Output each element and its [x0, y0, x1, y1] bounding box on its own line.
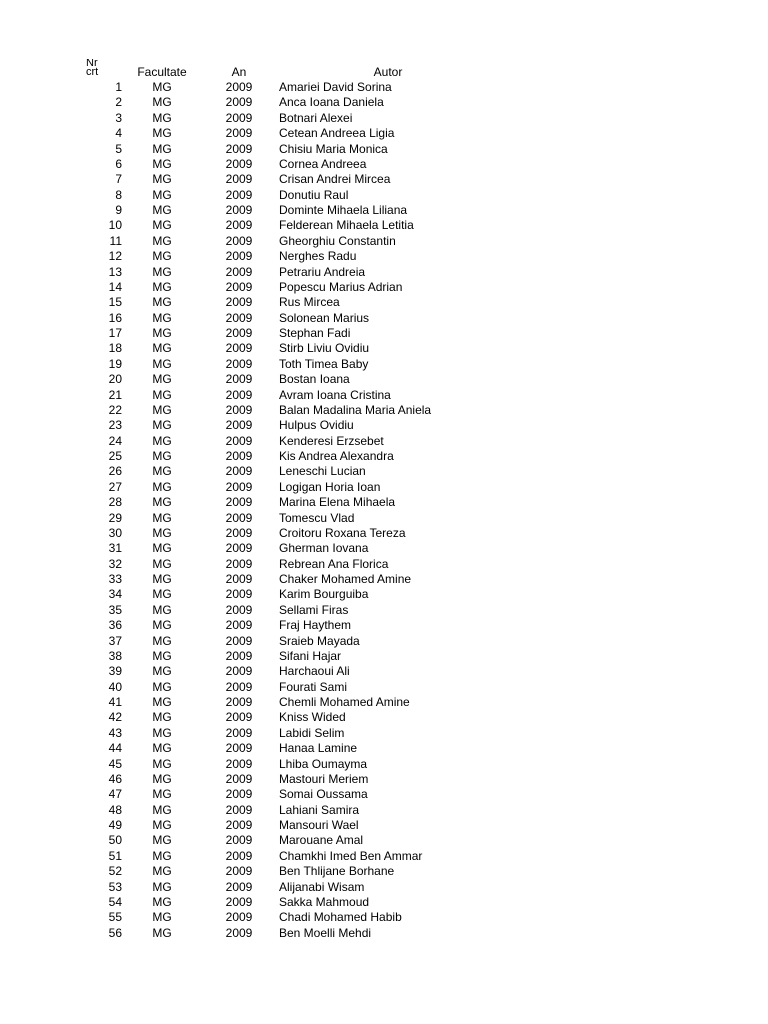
table-row	[0, 157, 768, 172]
row-autor: Stirb Liviu Ovidiu	[279, 341, 370, 356]
row-facultate: MG	[152, 156, 172, 171]
row-an: 2009	[225, 648, 253, 663]
row-nr: 25	[108, 449, 122, 463]
row-nr: 13	[108, 264, 122, 279]
row-facultate: MG	[152, 787, 172, 802]
row-nr: 33	[108, 572, 122, 586]
row-autor: Sakka Mahmoud	[279, 894, 370, 909]
row-autor: Marina Elena Mihaela	[279, 495, 396, 510]
row-nr: 35	[108, 602, 122, 617]
header-autor: Autor	[373, 65, 403, 79]
row-an: 2009	[225, 326, 253, 340]
row-facultate: MG	[152, 126, 172, 141]
row-facultate: MG	[152, 910, 172, 925]
row-autor: Logigan Horia Ioan	[279, 479, 381, 494]
row-facultate: MG	[152, 233, 172, 248]
row-nr: 19	[108, 356, 122, 371]
row-facultate: MG	[152, 110, 172, 125]
table-row	[0, 126, 768, 141]
table-row	[0, 434, 768, 449]
row-nr: 11	[109, 233, 122, 248]
row-autor: Kniss Wided	[279, 710, 346, 725]
row-autor: Gheorghiu Constantin	[279, 233, 396, 248]
row-nr: 29	[108, 510, 122, 525]
table-row	[0, 326, 768, 341]
row-an: 2009	[225, 587, 253, 602]
table-row	[0, 726, 768, 741]
row-facultate: MG	[152, 356, 172, 371]
row-autor: Hulpus Ovidiu	[279, 418, 354, 433]
table-row	[0, 618, 768, 633]
row-an: 2009	[225, 864, 253, 879]
row-facultate: MG	[152, 479, 172, 494]
row-nr: 20	[108, 372, 122, 387]
row-nr: 26	[108, 464, 122, 479]
row-facultate: MG	[152, 741, 172, 756]
row-autor: Rebrean Ana Florica	[279, 556, 389, 571]
row-an: 2009	[225, 80, 253, 94]
row-an: 2009	[225, 910, 253, 925]
table-row	[0, 803, 768, 818]
row-autor: Harchaoui Ali	[279, 664, 350, 679]
row-facultate: MG	[152, 387, 172, 402]
row-facultate: MG	[152, 648, 172, 663]
row-facultate: MG	[152, 756, 172, 771]
row-an: 2009	[225, 418, 253, 433]
row-an: 2009	[225, 741, 253, 756]
row-autor: Anca Ioana Daniela	[279, 95, 384, 110]
row-facultate: MG	[152, 279, 172, 294]
table-row	[0, 757, 768, 772]
row-an: 2009	[225, 602, 253, 617]
row-an: 2009	[225, 126, 253, 141]
row-facultate: MG	[152, 449, 172, 463]
row-an: 2009	[225, 695, 253, 709]
row-nr: 49	[108, 818, 122, 832]
row-autor: Donutiu Raul	[279, 187, 349, 202]
row-autor: Lahiani Samira	[279, 802, 360, 817]
table-row	[0, 372, 768, 387]
row-autor: Chaker Mohamed Amine	[279, 572, 412, 586]
row-nr: 22	[108, 402, 122, 417]
row-an: 2009	[225, 110, 253, 125]
row-nr: 31	[108, 541, 122, 556]
row-an: 2009	[225, 787, 253, 802]
row-an: 2009	[225, 541, 253, 556]
row-an: 2009	[225, 833, 253, 848]
row-an: 2009	[225, 879, 253, 894]
row-facultate: MG	[152, 618, 172, 633]
table-row	[0, 864, 768, 879]
row-nr: 28	[108, 495, 122, 510]
table-row	[0, 926, 768, 941]
row-nr: 40	[108, 679, 122, 694]
row-autor: Sraieb Mayada	[279, 633, 360, 648]
row-nr: 1	[115, 80, 122, 94]
table-row	[0, 480, 768, 495]
row-an: 2009	[225, 771, 253, 786]
row-facultate: MG	[152, 633, 172, 648]
row-facultate: MG	[152, 372, 172, 387]
row-nr: 23	[108, 418, 122, 433]
row-autor: Croitoru Roxana Tereza	[279, 525, 406, 540]
row-facultate: MG	[152, 925, 172, 940]
row-nr: 41	[108, 695, 122, 709]
row-an: 2009	[225, 664, 253, 679]
row-nr: 48	[108, 802, 122, 817]
row-an: 2009	[225, 894, 253, 909]
row-facultate: MG	[152, 495, 172, 510]
row-facultate: MG	[152, 679, 172, 694]
row-facultate: MG	[152, 848, 172, 863]
table-row	[0, 295, 768, 310]
table-row	[0, 695, 768, 710]
row-autor: Balan Madalina Maria Aniela	[279, 402, 432, 417]
row-facultate: MG	[152, 218, 172, 233]
table-row	[0, 142, 768, 157]
row-autor: Petrariu Andreia	[279, 264, 366, 279]
row-autor: Fraj Haythem	[279, 618, 352, 633]
row-facultate: MG	[152, 725, 172, 740]
table-row	[0, 464, 768, 479]
row-nr: 56	[108, 925, 122, 940]
row-facultate: MG	[152, 525, 172, 540]
row-an: 2009	[225, 156, 253, 171]
table-row	[0, 511, 768, 526]
row-facultate: MG	[152, 295, 172, 310]
row-nr: 18	[108, 341, 122, 356]
row-facultate: MG	[152, 95, 172, 110]
row-an: 2009	[225, 510, 253, 525]
table-row	[0, 172, 768, 187]
row-autor: Bostan Ioana	[279, 372, 350, 387]
table-row	[0, 111, 768, 126]
row-facultate: MG	[152, 464, 172, 479]
row-facultate: MG	[152, 771, 172, 786]
row-an: 2009	[225, 172, 253, 187]
row-autor: Toth Timea Baby	[279, 356, 369, 371]
row-an: 2009	[225, 710, 253, 725]
row-facultate: MG	[152, 541, 172, 556]
row-an: 2009	[225, 464, 253, 479]
row-facultate: MG	[152, 602, 172, 617]
row-an: 2009	[225, 818, 253, 832]
table-row	[0, 249, 768, 264]
row-facultate: MG	[152, 710, 172, 725]
table-row	[0, 95, 768, 110]
row-facultate: MG	[152, 326, 172, 340]
row-autor: Dominte Mihaela Liliana	[279, 203, 408, 217]
row-nr: 52	[108, 864, 122, 879]
row-nr: 38	[108, 648, 122, 663]
row-facultate: MG	[152, 187, 172, 202]
row-autor: Crisan Andrei Mircea	[279, 172, 391, 187]
table-row	[0, 772, 768, 787]
row-facultate: MG	[152, 141, 172, 156]
table-row	[0, 449, 768, 464]
row-autor: Gherman Iovana	[279, 541, 369, 556]
table-row	[0, 218, 768, 233]
table-row	[0, 895, 768, 910]
row-nr: 7	[115, 172, 122, 187]
table-row	[0, 680, 768, 695]
row-nr: 9	[115, 203, 122, 217]
row-nr: 30	[108, 525, 122, 540]
row-an: 2009	[225, 495, 253, 510]
row-facultate: MG	[152, 433, 172, 448]
row-an: 2009	[225, 356, 253, 371]
row-facultate: MG	[152, 249, 172, 264]
row-nr: 4	[115, 126, 122, 141]
table-row	[0, 265, 768, 280]
table-row	[0, 587, 768, 602]
row-facultate: MG	[152, 510, 172, 525]
row-autor: Chamkhi Imed Ben Ammar	[279, 848, 423, 863]
table-row	[0, 188, 768, 203]
row-autor: Marouane Amal	[279, 833, 364, 848]
table-row	[0, 910, 768, 925]
row-autor: Avram Ioana Cristina	[279, 387, 391, 402]
row-facultate: MG	[152, 402, 172, 417]
table-row	[0, 403, 768, 418]
row-an: 2009	[225, 264, 253, 279]
row-autor: Tomescu Vlad	[279, 510, 355, 525]
row-nr: 15	[108, 295, 122, 310]
row-facultate: MG	[152, 80, 172, 94]
row-facultate: MG	[152, 833, 172, 848]
table-body	[0, 80, 768, 941]
row-nr: 53	[108, 879, 122, 894]
row-nr: 21	[108, 387, 122, 402]
row-autor: Labidi Selim	[279, 725, 345, 740]
row-an: 2009	[225, 249, 253, 264]
table-row	[0, 634, 768, 649]
row-facultate: MG	[152, 341, 172, 356]
row-nr: 27	[108, 479, 122, 494]
row-an: 2009	[225, 479, 253, 494]
row-an: 2009	[225, 449, 253, 463]
row-an: 2009	[225, 618, 253, 633]
table-row	[0, 710, 768, 725]
row-an: 2009	[225, 372, 253, 387]
row-autor: Sifani Hajar	[279, 648, 342, 663]
row-autor: Ben Moelli Mehdi	[279, 925, 372, 940]
table-row	[0, 341, 768, 356]
row-facultate: MG	[152, 572, 172, 586]
table-row	[0, 557, 768, 572]
row-nr: 2	[115, 95, 122, 110]
row-an: 2009	[225, 295, 253, 310]
row-autor: Nerghes Radu	[279, 249, 357, 264]
row-nr: 36	[108, 618, 122, 633]
row-autor: Lhiba Oumayma	[279, 756, 368, 771]
header-nr-crt: Nr crt	[86, 59, 99, 78]
row-autor: Solonean Marius	[279, 310, 370, 325]
row-autor: Rus Mircea	[279, 295, 340, 310]
row-an: 2009	[225, 433, 253, 448]
row-an: 2009	[225, 633, 253, 648]
row-autor: Sellami Firas	[279, 602, 349, 617]
row-autor: Leneschi Lucian	[279, 464, 366, 479]
row-autor: Cetean Andreea Ligia	[279, 126, 395, 141]
row-nr: 6	[115, 156, 122, 171]
row-nr: 12	[108, 249, 122, 264]
row-an: 2009	[225, 203, 253, 217]
row-nr: 47	[108, 787, 122, 802]
table-row	[0, 526, 768, 541]
row-nr: 37	[108, 633, 122, 648]
row-nr: 51	[108, 848, 122, 863]
table-row	[0, 203, 768, 218]
row-nr: 10	[108, 218, 122, 233]
table-row	[0, 357, 768, 372]
row-nr: 39	[108, 664, 122, 679]
row-autor: Stephan Fadi	[279, 326, 351, 340]
row-autor: Ben Thlijane Borhane	[279, 864, 395, 879]
row-nr: 43	[108, 725, 122, 740]
table-row	[0, 311, 768, 326]
row-an: 2009	[225, 233, 253, 248]
row-autor: Hanaa Lamine	[279, 741, 358, 756]
table-row	[0, 664, 768, 679]
header-an: An	[231, 65, 247, 79]
row-nr: 44	[108, 741, 122, 756]
row-nr: 45	[108, 756, 122, 771]
table-row	[0, 280, 768, 295]
row-autor: Somai Oussama	[279, 787, 368, 802]
table-row	[0, 649, 768, 664]
table-row	[0, 818, 768, 833]
row-facultate: MG	[152, 664, 172, 679]
row-an: 2009	[225, 756, 253, 771]
row-an: 2009	[225, 525, 253, 540]
row-facultate: MG	[152, 894, 172, 909]
row-facultate: MG	[152, 864, 172, 879]
row-nr: 17	[108, 326, 122, 340]
row-an: 2009	[225, 310, 253, 325]
row-facultate: MG	[152, 556, 172, 571]
row-facultate: MG	[152, 172, 172, 187]
row-nr: 50	[108, 833, 122, 848]
table-row	[0, 495, 768, 510]
row-nr: 5	[115, 141, 122, 156]
row-an: 2009	[225, 572, 253, 586]
row-an: 2009	[225, 802, 253, 817]
row-an: 2009	[225, 141, 253, 156]
row-an: 2009	[225, 279, 253, 294]
row-autor: Kis Andrea Alexandra	[279, 449, 394, 463]
row-autor: Karim Bourguiba	[279, 587, 369, 602]
table-row	[0, 849, 768, 864]
row-facultate: MG	[152, 879, 172, 894]
row-autor: Kenderesi Erzsebet	[279, 433, 384, 448]
row-nr: 54	[108, 894, 122, 909]
row-nr: 34	[108, 587, 122, 602]
row-nr: 42	[108, 710, 122, 725]
row-facultate: MG	[152, 802, 172, 817]
row-facultate: MG	[152, 203, 172, 217]
row-autor: Botnari Alexei	[279, 110, 353, 125]
table-row	[0, 572, 768, 587]
row-an: 2009	[225, 95, 253, 110]
row-nr: 14	[108, 279, 122, 294]
table-row	[0, 787, 768, 802]
row-nr: 16	[108, 310, 122, 325]
row-an: 2009	[225, 848, 253, 863]
row-an: 2009	[225, 679, 253, 694]
row-autor: Amariei David Sorina	[279, 80, 392, 94]
row-nr: 55	[108, 910, 122, 925]
row-autor: Chisiu Maria Monica	[279, 141, 388, 156]
row-facultate: MG	[152, 695, 172, 709]
row-an: 2009	[225, 925, 253, 940]
row-autor: Mansouri Wael	[279, 818, 359, 832]
row-facultate: MG	[152, 418, 172, 433]
row-nr: 24	[108, 433, 122, 448]
row-nr: 32	[108, 556, 122, 571]
row-an: 2009	[225, 387, 253, 402]
table-row	[0, 388, 768, 403]
row-an: 2009	[225, 187, 253, 202]
table-row	[0, 741, 768, 756]
row-autor: Chemli Mohamed Amine	[279, 695, 410, 709]
table-row	[0, 880, 768, 895]
header-facultate: Facultate	[137, 65, 187, 79]
row-facultate: MG	[152, 264, 172, 279]
table-row	[0, 603, 768, 618]
row-facultate: MG	[152, 818, 172, 832]
row-facultate: MG	[152, 587, 172, 602]
row-autor: Chadi Mohamed Habib	[279, 910, 402, 925]
table-header	[0, 60, 768, 82]
row-nr: 46	[108, 771, 122, 786]
table-row	[0, 541, 768, 556]
row-an: 2009	[225, 341, 253, 356]
table-row	[0, 833, 768, 848]
row-autor: Mastouri Meriem	[279, 771, 369, 786]
table-row	[0, 234, 768, 249]
table-row	[0, 80, 768, 95]
table-row	[0, 418, 768, 433]
row-autor: Popescu Marius Adrian	[279, 279, 403, 294]
row-an: 2009	[225, 556, 253, 571]
row-an: 2009	[225, 725, 253, 740]
row-autor: Felderean Mihaela Letitia	[279, 218, 414, 233]
row-facultate: MG	[152, 310, 172, 325]
row-an: 2009	[225, 218, 253, 233]
row-nr: 8	[115, 187, 122, 202]
row-autor: Cornea Andreea	[279, 156, 367, 171]
row-an: 2009	[225, 402, 253, 417]
row-autor: Fourati Sami	[279, 679, 348, 694]
row-autor: Alijanabi Wisam	[279, 879, 365, 894]
row-nr: 3	[115, 110, 122, 125]
